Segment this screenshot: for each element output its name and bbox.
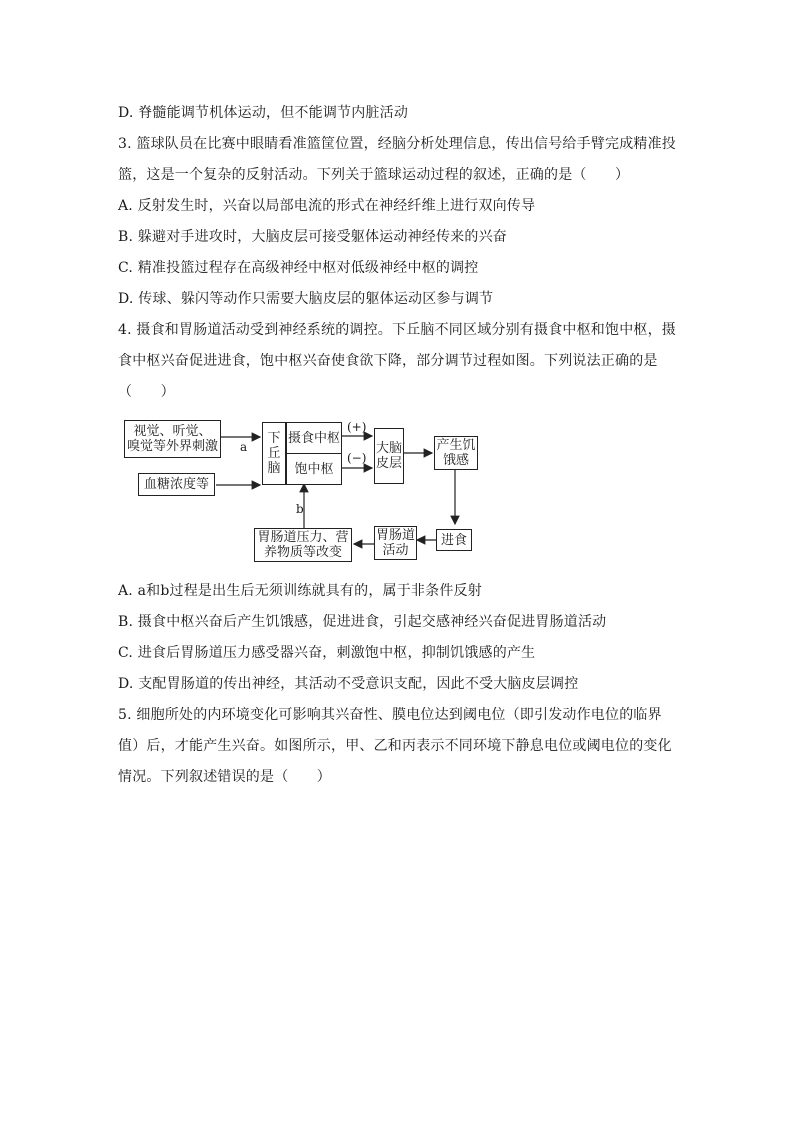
question-4-line-1: 4. 摄食和胃肠道活动受到神经系统的调控。下丘脑不同区域分别有摄食中枢和饱中枢，摄 (118, 322, 677, 338)
stimulus-box (124, 420, 221, 458)
blood-sugar-box: 血糖浓度等 (138, 473, 215, 496)
q3-option-d: D. 传球、躲闪等动作只需要大脑皮层的躯体运动区参与调节 (118, 291, 494, 307)
gi-change-label-1: 胃肠道压力、营 (257, 530, 349, 545)
cortex-label-2: 皮层 (375, 456, 402, 471)
q4-option-b: B. 摄食中枢兴奋后产生饥饿感，促进进食，引起交感神经兴奋促进胃肠道活动 (118, 614, 607, 630)
gi-change-label-2: 养物质等改变 (263, 545, 342, 560)
hypothalamus-box (262, 422, 286, 485)
hypothalamus-char-1: 下 (267, 431, 281, 446)
hunger-box (434, 436, 478, 470)
stimulus-label-2: 嗅觉等外界刺激 (126, 439, 218, 454)
q4-option-a: A. a和b过程是出生后无须训练就具有的，属于非条件反射 (118, 583, 482, 599)
q4-option-c: C. 进食后胃肠道压力感受器兴奋，刺激饱中枢，抑制饥饿感的产生 (118, 645, 536, 661)
cortex-label-1: 大脑 (375, 441, 402, 456)
hypothalamus-char-2: 丘 (267, 446, 281, 461)
arrow-label-minus: (−) (347, 451, 367, 465)
line-1: D. 脊髓能调节机体运动，但不能调节内脏活动 (118, 105, 409, 121)
hunger-label-1: 产生饥 (436, 438, 476, 453)
question-3-line-1: 3. 篮球队员在比赛中眼睛看准篮筐位置，经脑分析处理信息，传出信号给手臂完成精准投 (118, 136, 677, 152)
hypothalamus-char-3: 脑 (267, 461, 281, 476)
gi-activity-box (374, 526, 417, 560)
cerebral-cortex-box (374, 428, 404, 484)
question-5-line-3: 情况。下列叙述错误的是（ ） (118, 769, 331, 785)
stimulus-label-1: 视觉、听觉、 (133, 424, 212, 439)
eating-box: 进食 (436, 529, 472, 551)
gi-activity-label-1: 胃肠道 (375, 528, 415, 543)
regulation-diagram (118, 410, 498, 570)
hunger-label-2: 饿感 (442, 453, 469, 468)
question-4-line-3: （ ） (118, 384, 175, 400)
question-5-line-2: 值）后，才能产生兴奋。如图所示，甲、乙和丙表示不同环境下静息电位或阈电位的变化 (118, 738, 672, 754)
q3-option-c: C. 精准投篮过程存在高级神经中枢对低级神经中枢的调控 (118, 260, 479, 276)
arrow-label-plus: (+) (347, 420, 367, 434)
feeding-center-box: 摄食中枢 (286, 422, 342, 454)
satiety-center-box: 饱中枢 (286, 453, 342, 485)
gi-change-box (254, 528, 352, 562)
arrow-label-a: a (240, 440, 248, 454)
question-4-line-2: 食中枢兴奋促进进食，饱中枢兴奋使食欲下降，部分调节过程如图。下列说法正确的是 (118, 353, 658, 369)
question-3-line-2: 篮，这是一个复杂的反射活动。下列关于篮球运动过程的叙述，正确的是（ ） (118, 167, 630, 183)
arrow-label-b: b (296, 502, 304, 516)
question-5-line-1: 5. 细胞所处的内环境变化可影响其兴奋性、膜电位达到阈电位（即引发动作电位的临界 (118, 707, 662, 723)
q4-option-d: D. 支配胃肠道的传出神经，其活动不受意识支配，因此不受大脑皮层调控 (118, 676, 579, 692)
gi-activity-label-2: 活动 (382, 543, 409, 558)
q3-option-b: B. 躲避对手进攻时，大脑皮层可接受躯体运动神经传来的兴奋 (118, 229, 507, 245)
q3-option-a: A. 反射发生时，兴奋以局部电流的形式在神经纤维上进行双向传导 (118, 198, 536, 214)
